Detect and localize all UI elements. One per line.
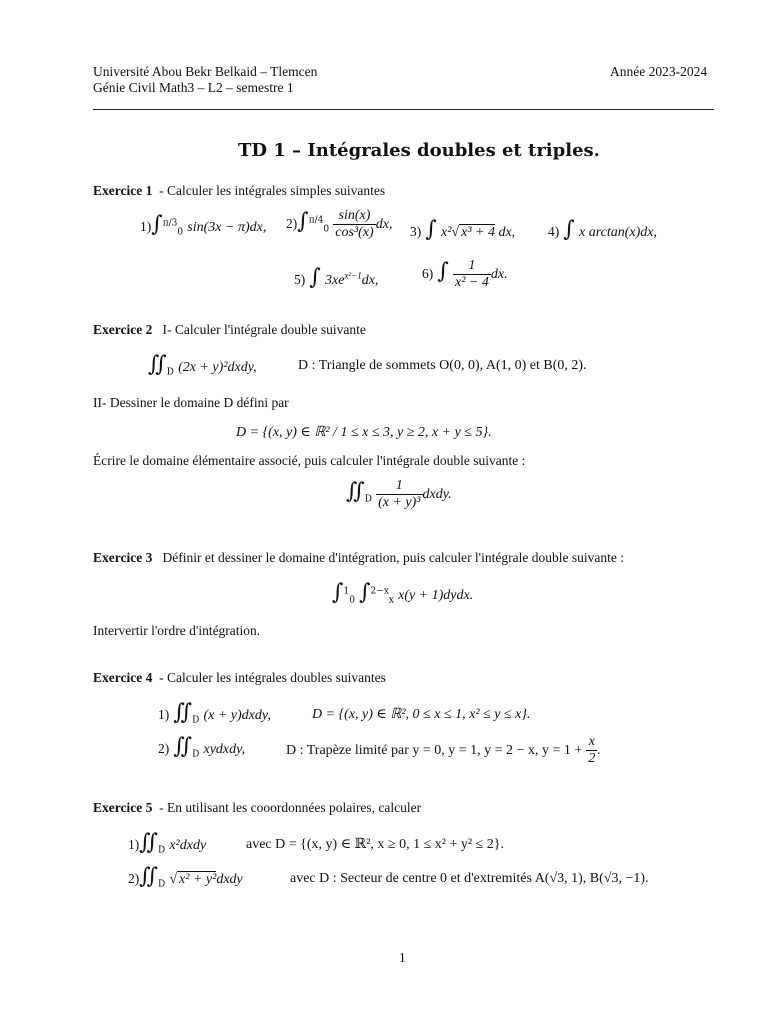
- ex1-num5: 5): [294, 272, 306, 287]
- ex2-text: I- Calculer l'intégrale double suivante: [162, 322, 366, 337]
- integral-sign: ∫: [425, 217, 437, 242]
- ex4-item1: 1) $∬_D$ (x + y)dxdy,: [158, 700, 271, 726]
- ex5-item1: $1)∬_D$ x²dxdy: [128, 830, 207, 856]
- ex1-frac6: $\frac{1}{\text{x² − 4}}$: [455, 258, 489, 290]
- ex2-integrand: (2x + y)²dxdy,: [178, 360, 257, 375]
- ex3-integral: ∫$^1_0$ ∫$^{2-x}_x$ x(y + 1)dydx.: [332, 580, 474, 606]
- integral-sign: ∫: [437, 259, 449, 284]
- ex3-integrand: x(y + 1)dydx.: [398, 588, 474, 603]
- ex1-integrand6: dx.: [490, 267, 508, 282]
- ex4-integrand1: (x + y)dxdy,: [203, 708, 271, 723]
- ex1-item2: 2)∫$^{\pi/4}_0$ $\frac{\sin(x)}{\text{cos³(x)}}$ dx,: [286, 208, 393, 240]
- page-title: TD 1 – Intégrales doubles et triples.: [238, 140, 600, 161]
- ex5-label: Exercice 5: [93, 800, 153, 815]
- ex2-set: D = {(x, y) ∈ ℝ² / 1 ≤ x ≤ 3, y ≥ 2, x + y ≤ 5}.: [236, 425, 492, 440]
- header-rule: [93, 109, 714, 110]
- ex4-domain2-wrap: D : Trapèze limité par y = 0, y = 1, y = 2 − x, y = 1 + $\frac{x}{2}$ .: [286, 734, 601, 766]
- header-course: Génie Civil Math3 – L2 – semestre 1: [93, 80, 294, 95]
- ex3-heading: [93, 550, 624, 566]
- ex4-integrand2: xydxdy,: [203, 742, 246, 757]
- ex1-integrand5: dx,: [361, 273, 379, 288]
- ex4-frac: $\frac{x}{2}$: [588, 734, 596, 766]
- double-integral-sign: ∬: [173, 734, 193, 759]
- double-integral-sign: ∬: [148, 352, 167, 377]
- ex1-num1: 1): [140, 219, 152, 234]
- ex1-item1: 1)∫$^{\pi/3}_0$ sin(3x − π)dx,: [140, 212, 267, 238]
- ex2-domain: D : Triangle de sommets O(0, 0), A(1, 0) et B(0, 2).: [298, 358, 587, 373]
- header-year: Année 2023-2024: [610, 64, 708, 79]
- ex1-item3: 3) ∫ x²√ x³ + 4 dx,: [410, 217, 516, 242]
- ex2-label: Exercice 2: [93, 322, 153, 337]
- ex2-text3: Écrire le domaine élémentaire associé, puis calculer l'intégrale double suivante :: [93, 453, 526, 468]
- ex5-domain2: avec D : Secteur de centre 0 et d'extremités A(√3, 1), B(√3, −1).: [290, 871, 649, 886]
- ex1-integrand1: sin(3x − π)dx,: [187, 220, 267, 235]
- ex1-item4: [548, 217, 657, 242]
- ex5-integrand1: x²dxdy: [169, 838, 207, 853]
- ex1-num3: 3): [410, 224, 422, 239]
- integral-sign: ∫: [359, 580, 371, 605]
- ex1-num4: 4): [548, 224, 560, 239]
- header-university: Université Abou Bekr Belkaid – Tlemcen: [93, 64, 318, 79]
- integral-sign: ∫: [297, 209, 309, 234]
- ex2-tail: dxdy.: [422, 487, 452, 502]
- ex1-frac2: $\frac{\sin(x)}{\text{cos³(x)}}$: [335, 208, 374, 240]
- ex2-heading: [93, 322, 366, 338]
- ex1-item6: [422, 258, 508, 291]
- ex1-num2: 2): [286, 216, 298, 231]
- ex3-label: Exercice 3: [93, 550, 153, 565]
- ex1-heading: [93, 183, 385, 199]
- double-integral-sign: ∬: [346, 479, 365, 504]
- ex1-integrand3: dx,: [498, 225, 516, 240]
- ex5-integrand2: dxdy: [216, 872, 243, 887]
- ex1-item5: 5) ∫ $3xe^{x^2-1}dx$,: [294, 265, 379, 290]
- ex3-text2: Intervertir l'ordre d'intégration.: [93, 623, 261, 638]
- ex1-text: - Calculer les intégrales simples suivantes: [159, 183, 386, 198]
- ex2-integral2: $∬_D$ $\frac{1}{\text{(x + y)³}}$ dxdy.: [346, 478, 452, 510]
- ex3-text: Définir et dessiner le domaine d'intégration, puis calculer l'intégrale double suivante :: [162, 550, 624, 565]
- double-integral-sign: ∬: [139, 830, 158, 855]
- ex4-heading: [93, 670, 386, 686]
- ex2-frac: $\frac{1}{\text{(x + y)³}}$: [378, 478, 421, 510]
- ex1-integrand4: x arctan(x)dx,: [579, 225, 657, 240]
- ex4-domain2: D : Trapèze limité par y = 0, y = 1, y = 2 − x, y = 1 +: [286, 743, 583, 758]
- page-number: 1: [399, 950, 406, 965]
- ex1-integrand2: dx,: [375, 217, 393, 232]
- integral-sign: ∫: [332, 580, 344, 605]
- ex5-item2: $2)∬_D$ √ x² + y²dxdy: [128, 864, 243, 890]
- ex1-num6: 6): [422, 266, 434, 281]
- ex5-domain1: avec D = {(x, y) ∈ ℝ², x ≥ 0, 1 ≤ x² + y² ≤ 2}.: [246, 837, 504, 852]
- ex5-text: - En utilisant les cooordonnées polaires, calculer: [159, 800, 422, 815]
- integral-sign: ∫: [563, 217, 575, 242]
- ex1-label: Exercice 1: [93, 183, 153, 198]
- integral-sign: ∫: [151, 212, 163, 237]
- ex2-text2: II- Dessiner le domaine D défini par: [93, 395, 289, 410]
- ex4-text: - Calculer les intégrales doubles suivantes: [159, 670, 386, 685]
- ex4-label: Exercice 4: [93, 670, 153, 685]
- integral-sign: ∫: [309, 265, 321, 290]
- double-integral-sign: ∬: [139, 864, 158, 889]
- ex4-item2: 2) $∬_D$ xydxdy,: [158, 734, 246, 760]
- ex2-integral1: $∬_D$ (2x + y)²dxdy,: [148, 352, 257, 378]
- ex5-heading: [93, 800, 421, 816]
- double-integral-sign: ∬: [173, 700, 193, 725]
- ex4-domain1: D = {(x, y) ∈ ℝ², 0 ≤ x ≤ 1, x² ≤ y ≤ x}.: [312, 707, 531, 722]
